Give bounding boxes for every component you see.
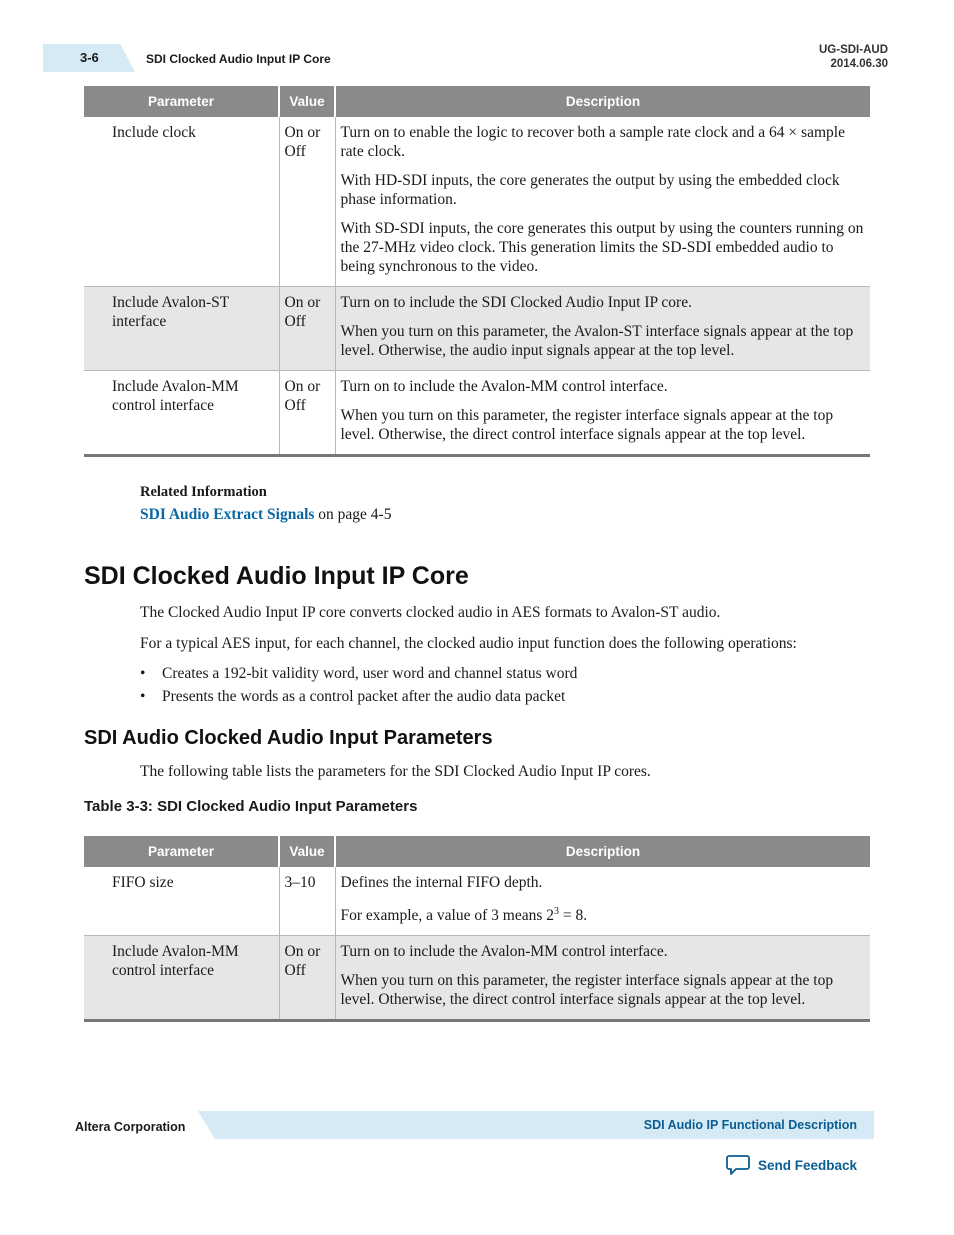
running-header-title: SDI Clocked Audio Input IP Core (146, 52, 331, 66)
related-information-line (140, 506, 391, 524)
send-feedback-link[interactable] (726, 1154, 857, 1176)
bullet-marker: • (140, 665, 146, 682)
description-paragraph: Turn on to include the SDI Clocked Audio Input IP core. (340, 294, 692, 311)
description-paragraph: Turn on to include the Avalon-MM control interface. (340, 378, 668, 395)
document-id-block (819, 43, 888, 71)
document-id: UG-SDI-AUD (819, 44, 888, 56)
bullet-item (140, 688, 565, 706)
value-cell: On or Off (279, 117, 335, 287)
parameter-cell: Include clock (112, 124, 196, 141)
bullet-text: Presents the words as a control packet after the audio data packet (162, 688, 566, 705)
description-paragraph: With HD-SDI inputs, the core generates the output by using the embedded clock phase information. (340, 172, 840, 208)
section-paragraph: The Clocked Audio Input IP core converts clocked audio in AES formats to Avalon-ST audio. (140, 604, 721, 621)
description-cell (335, 371, 870, 456)
column-header-parameter: Parameter (84, 836, 279, 867)
subsection-paragraph: The following table lists the parameters for the SDI Clocked Audio Input IP cores. (140, 763, 651, 780)
column-header-value: Value (279, 836, 335, 867)
table-row (84, 287, 870, 371)
description-cell (335, 867, 870, 936)
section-heading: SDI Clocked Audio Input IP Core (84, 562, 469, 590)
example-exponent: 3 (554, 906, 559, 917)
bullet-item (140, 665, 577, 683)
table-header-row (84, 86, 870, 117)
table-row (84, 936, 870, 1021)
description-example (341, 902, 866, 925)
footer-company: Altera Corporation (75, 1120, 186, 1134)
column-header-value: Value (279, 86, 335, 117)
table-row (84, 867, 870, 936)
parameter-table-top (84, 86, 870, 457)
related-link-suffix: on page 4-5 (314, 506, 392, 523)
description-paragraph: When you turn on this parameter, the register interface signals appear at the top level. Otherwise, the direct control interface signals appear at the top level. (340, 407, 834, 443)
column-header-description: Description (335, 86, 870, 117)
description-cell (335, 287, 870, 371)
send-feedback-label: Send Feedback (757, 1157, 857, 1173)
description-paragraph: When you turn on this parameter, the Avalon-ST interface signals appear at the top level. Otherwise, the audio input signals appear at the top level. (340, 323, 854, 359)
example-text: For example, a value of 3 means 2 (340, 907, 554, 925)
description-paragraph: Defines the internal FIFO depth. (340, 874, 543, 891)
example-result: = 8. (559, 907, 588, 925)
value-cell: 3–10 (279, 867, 335, 936)
table-header-row (84, 836, 870, 867)
parameter-cell: FIFO size (112, 874, 174, 891)
table-row (84, 117, 870, 287)
parameter-cell: Include Avalon-MM control interface (84, 371, 279, 456)
subsection-heading: SDI Audio Clocked Audio Input Parameters (84, 727, 493, 749)
column-header-parameter: Parameter (84, 86, 279, 117)
page-number: 3-6 (80, 50, 99, 65)
parameter-cell: Include Avalon-MM control interface (84, 936, 279, 1021)
table-row (84, 371, 870, 456)
description-cell (335, 936, 870, 1021)
value-cell: On or Off (279, 287, 335, 371)
parameter-table-bottom (84, 836, 870, 1022)
column-header-description: Description (335, 836, 870, 867)
description-paragraph: Turn on to include the Avalon-MM control interface. (340, 943, 668, 961)
document-date: 2014.06.30 (830, 58, 888, 70)
description-paragraph: Turn on to enable the logic to recover both a sample rate clock and a 64 × sample rate clock. (340, 124, 845, 160)
speech-bubble-icon (726, 1154, 750, 1176)
bullet-marker: • (140, 688, 146, 705)
value-cell: On or Off (279, 936, 335, 1021)
footer-chapter: SDI Audio IP Functional Description (643, 1118, 857, 1132)
parameter-cell: Include Avalon-ST interface (84, 287, 279, 371)
related-link[interactable]: SDI Audio Extract Signals (140, 506, 315, 523)
description-paragraph: With SD-SDI inputs, the core generates this output by using the counters running on the 27-MHz video clock. This generation limits the SD-SDI embedded audio to being synchronous to the video. (340, 220, 864, 275)
section-paragraph: For a typical AES input, for each channel, the clocked audio input function does the following operations: (140, 635, 797, 652)
description-paragraph: When you turn on this parameter, the register interface signals appear at the top level. Otherwise, the direct control interface signals appear at the top level. (340, 972, 834, 1009)
bullet-text: Creates a 192-bit validity word, user word and channel status word (162, 665, 578, 682)
value-cell: On or Off (279, 371, 335, 456)
related-information-heading: Related Information (140, 484, 267, 500)
table-caption: Table 3-3: SDI Clocked Audio Input Parameters (84, 798, 418, 815)
description-cell (335, 117, 870, 287)
